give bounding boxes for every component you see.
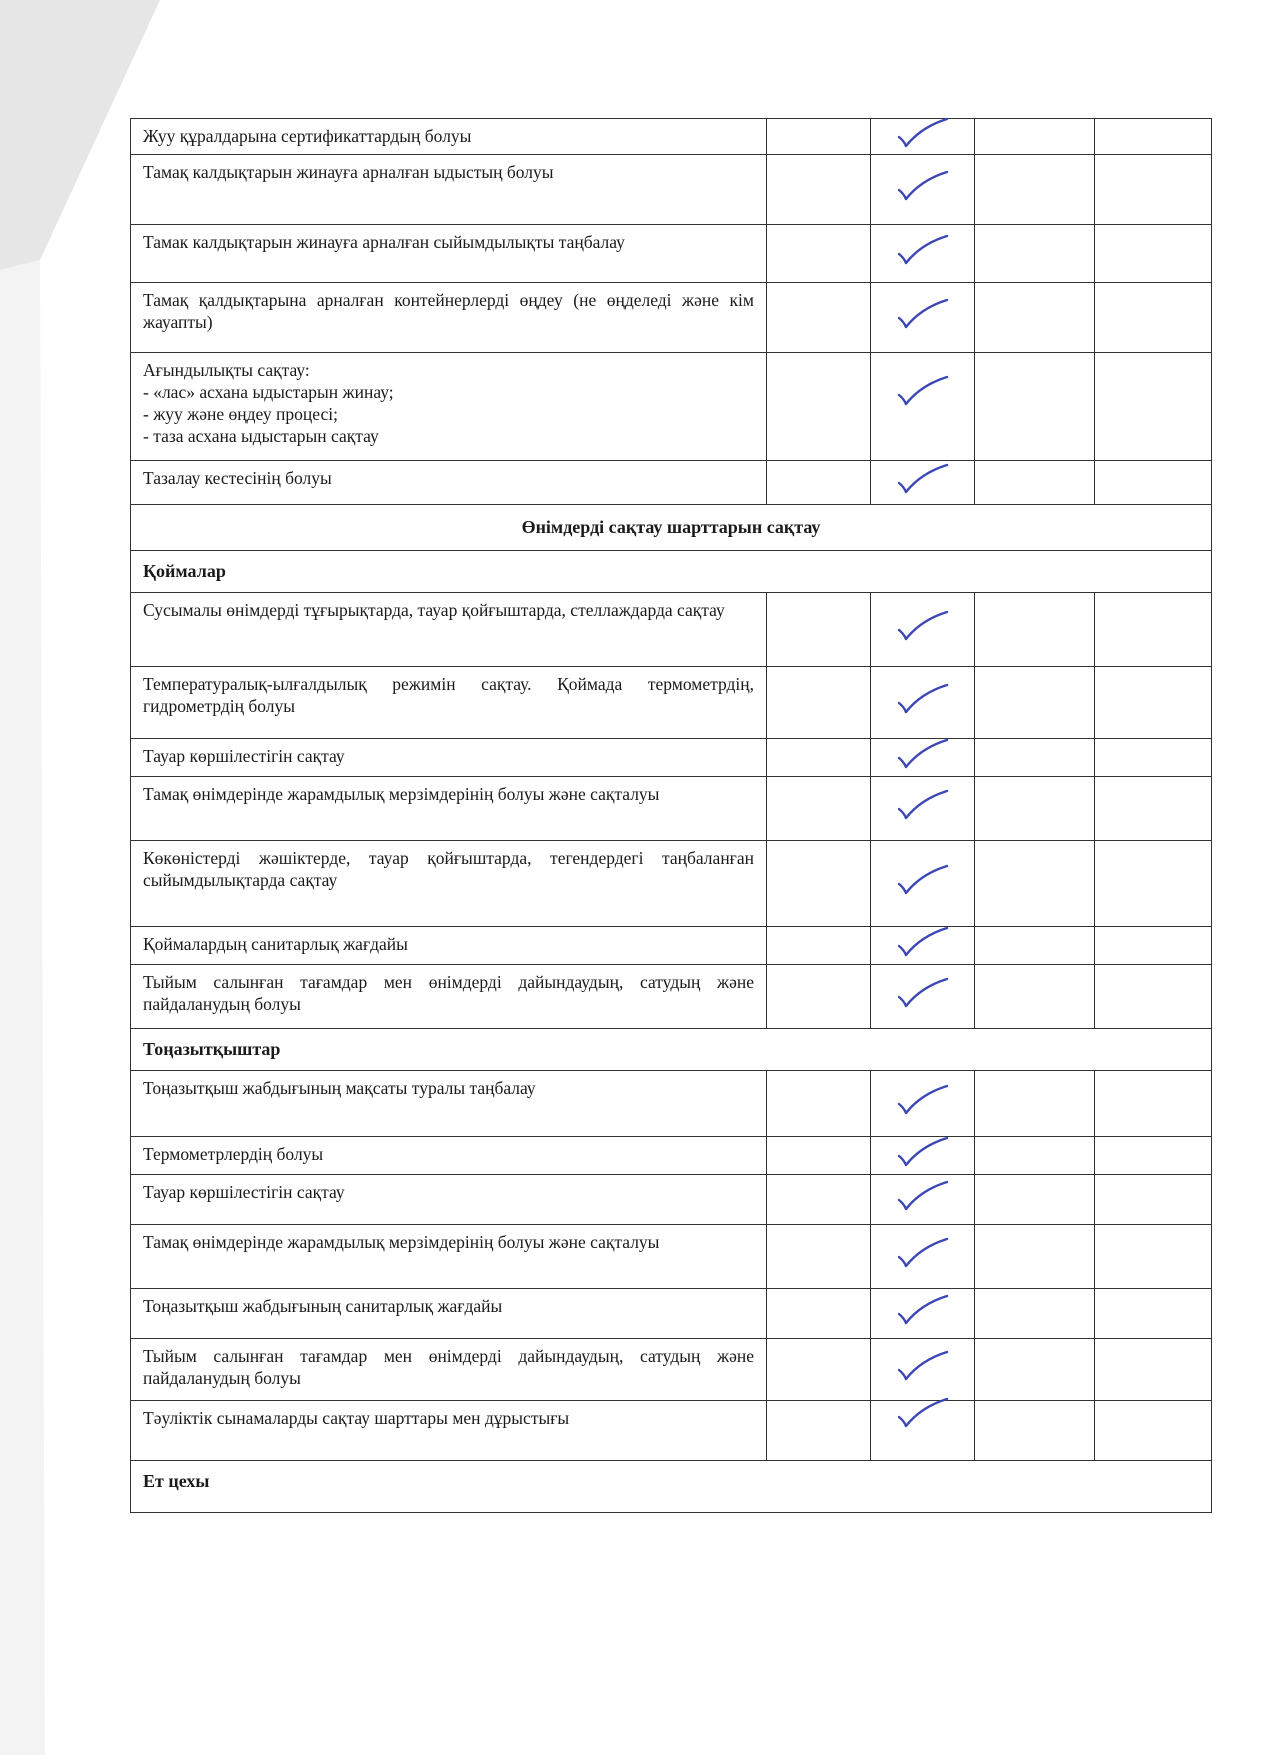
cell-col-4 [1094,225,1211,282]
cell-col-3 [974,1137,1094,1174]
cell-col-3 [974,1225,1094,1288]
cell-col-3 [974,461,1094,504]
table-row [131,224,1211,282]
cell-col-1 [766,667,870,738]
cell-col-3 [974,283,1094,352]
row-label: Тыйым салынған тағамдар мен өнімдерді дайындаудың, сатудың және пайдаланудың болуы [143,1346,754,1388]
checkmark-icon [891,1235,953,1275]
cell-col-2 [870,155,974,224]
cell-col-1 [766,777,870,840]
subsection-title: Қоймалар [143,561,226,581]
cell-col-2 [870,353,974,460]
row-label: Қоймалардың санитарлық жағдайы [143,934,408,954]
checkmark-icon [891,373,953,413]
row-label: Тамақ калдықтарын жинауға арналған ыдыстың болуы [143,162,554,182]
row-label: Жуу құралдарына сертификаттардың болуы [143,126,472,146]
cell-col-4 [1094,1401,1211,1460]
cell-col-4 [1094,777,1211,840]
cell-col-2 [870,593,974,666]
cell-col-3 [974,1401,1094,1460]
cell-col-1 [766,461,870,504]
cell-col-2 [870,927,974,964]
cell-col-2 [870,1137,974,1174]
checkmark-icon [891,1348,953,1388]
checkmark-icon [891,1134,953,1174]
cell-col-1 [766,1175,870,1224]
cell-col-4 [1094,1175,1211,1224]
row-label: Термометрлердің болуы [143,1144,324,1164]
cell-col-1 [766,1289,870,1338]
row-label: Көкөністерді жәшіктерде, тауар қойғыштарда, тегендердегі таңбаланған сыйымдылықтарда сақтау [143,848,754,890]
table-row [131,460,1211,504]
cell-col-1 [766,739,870,776]
cell-col-1 [766,225,870,282]
cell-col-4 [1094,1289,1211,1338]
checklist-table [130,118,1212,1513]
cell-col-2 [870,1225,974,1288]
cell-col-2 [870,225,974,282]
row-label: Температуралық-ылғалдылық режимін сақтау. Қоймада термометрдің, гидрометрдің болуы [143,674,754,716]
checkmark-icon [891,608,953,648]
cell-col-2 [870,1289,974,1338]
cell-col-3 [974,841,1094,926]
cell-col-1 [766,1225,870,1288]
cell-col-2 [870,739,974,776]
cell-col-2 [870,283,974,352]
row-label: Тамақ өнімдерінде жарамдылық мерзімдерінің болуы және сақталуы [143,784,660,804]
cell-col-2 [870,119,974,154]
cell-col-2 [870,777,974,840]
subsection-title: Ет цехы [143,1471,210,1491]
cell-col-4 [1094,1137,1211,1174]
cell-col-4 [1094,461,1211,504]
cell-col-3 [974,927,1094,964]
row-label: Тазалау кестесінің болуы [143,468,332,488]
subsection-title: Тоңазытқыштар [143,1039,281,1059]
subsection-header-row [131,550,1211,592]
row-label: Тамақ өнімдерінде жарамдылық мерзімдерінің болуы және сақталуы [143,1232,660,1252]
checkmark-icon [891,1082,953,1122]
cell-col-2 [870,461,974,504]
table-row [131,1288,1211,1338]
table-row [131,1174,1211,1224]
checkmark-icon [891,924,953,964]
cell-col-4 [1094,739,1211,776]
checkmark-icon [891,787,953,827]
cell-col-1 [766,965,870,1028]
row-label: Тыйым салынған тағамдар мен өнімдерді дайындаудың, сатудың және пайдаланудың болуы [143,972,754,1014]
checkmark-icon [891,1395,953,1435]
cell-col-1 [766,119,870,154]
cell-col-1 [766,593,870,666]
cell-col-3 [974,667,1094,738]
row-label: Сусымалы өнімдерді тұғырықтарда, тауар қойғыштарда, стеллаждарда сақтау [143,600,725,620]
table-row [131,840,1211,926]
cell-col-2 [870,1339,974,1400]
cell-col-4 [1094,353,1211,460]
cell-col-2 [870,841,974,926]
cell-col-3 [974,739,1094,776]
checkmark-icon [891,736,953,776]
table-row [131,1338,1211,1400]
cell-col-4 [1094,283,1211,352]
table-row [131,282,1211,352]
cell-col-3 [974,1339,1094,1400]
cell-col-3 [974,593,1094,666]
cell-col-4 [1094,119,1211,154]
cell-col-1 [766,841,870,926]
cell-col-3 [974,225,1094,282]
checkmark-icon [891,115,953,155]
cell-col-1 [766,1401,870,1460]
checkmark-icon [891,461,953,501]
table-row [131,592,1211,666]
table-row [131,1136,1211,1174]
cell-col-4 [1094,965,1211,1028]
checkmark-icon [891,681,953,721]
cell-col-4 [1094,155,1211,224]
cell-col-3 [974,1175,1094,1224]
table-row [131,1400,1211,1460]
cell-col-3 [974,777,1094,840]
cell-col-2 [870,1401,974,1460]
checkmark-icon [891,862,953,902]
cell-col-1 [766,283,870,352]
cell-col-2 [870,1071,974,1136]
table-row [131,738,1211,776]
row-label: Тоңазытқыш жабдығының санитарлық жағдайы [143,1296,503,1316]
cell-col-1 [766,927,870,964]
cell-col-3 [974,119,1094,154]
checkmark-icon [891,1292,953,1332]
cell-col-4 [1094,593,1211,666]
table-row [131,1070,1211,1136]
checkmark-icon [891,1178,953,1218]
cell-col-1 [766,1071,870,1136]
cell-col-3 [974,965,1094,1028]
cell-col-4 [1094,667,1211,738]
cell-col-3 [974,155,1094,224]
subsection-header-row [131,1460,1211,1512]
cell-col-4 [1094,841,1211,926]
row-label: Тамак калдықтарын жинауға арналған сыйымдылықты таңбалау [143,232,625,252]
checkmark-icon [891,232,953,272]
row-label: Тамақ қалдықтарына арналған контейнерлерді өңдеу (не өңделеді және кім жауапты) [143,290,754,332]
cell-col-3 [974,1289,1094,1338]
cell-col-3 [974,1071,1094,1136]
row-label: Тәуліктік сынамаларды сақтау шарттары мен дұрыстығы [143,1408,570,1428]
cell-col-1 [766,353,870,460]
checkmark-icon [891,975,953,1015]
cell-col-4 [1094,1225,1211,1288]
table-row [131,666,1211,738]
cell-col-2 [870,965,974,1028]
table-row [131,964,1211,1028]
row-label: Тауар көршілестігін сақтау [143,1182,345,1202]
table-row [131,118,1211,154]
section-title: Өнімдерді сақтау шарттарын сақтау [521,517,821,537]
row-label: Ағындылықты сақтау: - «лас» асхана ыдыстарын жинау; - жуу және өңдеу процесі; - таза асхана ыдыстарын сақтау [143,360,394,446]
checkmark-icon [891,168,953,208]
cell-col-2 [870,667,974,738]
subsection-header-row [131,1028,1211,1070]
cell-col-1 [766,155,870,224]
cell-col-4 [1094,1071,1211,1136]
checkmark-icon [891,296,953,336]
cell-col-1 [766,1339,870,1400]
section-header-row [131,504,1211,550]
table-row [131,154,1211,224]
table-row [131,1224,1211,1288]
cell-col-3 [974,353,1094,460]
row-label: Тауар көршілестігін сақтау [143,746,345,766]
table-row [131,776,1211,840]
cell-col-1 [766,1137,870,1174]
table-row [131,926,1211,964]
cell-col-2 [870,1175,974,1224]
cell-col-4 [1094,927,1211,964]
row-label: Тоңазытқыш жабдығының мақсаты туралы таңбалау [143,1078,536,1098]
cell-col-4 [1094,1339,1211,1400]
table-row [131,352,1211,460]
